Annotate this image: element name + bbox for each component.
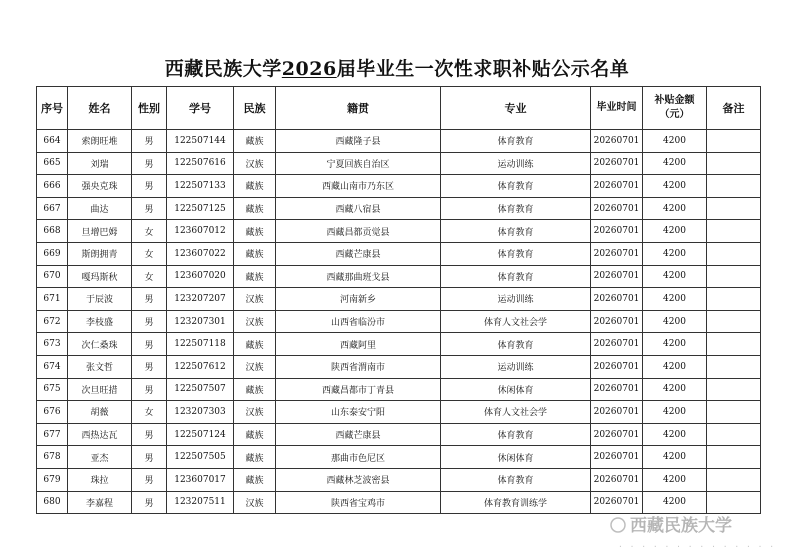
table-row [37, 468, 761, 491]
cell-student-id: 123207207 [167, 288, 234, 311]
cell-subsidy-amount: 4200 [643, 378, 707, 401]
cell-ethnicity: 藏族 [234, 130, 276, 153]
cell-remarks [707, 446, 761, 469]
cell-ethnicity: 藏族 [234, 423, 276, 446]
cell-native-place: 陕西省渭南市 [276, 355, 441, 378]
cell-native-place: 山西省临汾市 [276, 310, 441, 333]
cell-remarks [707, 288, 761, 311]
cell-remarks [707, 130, 761, 153]
cell-index: 679 [37, 468, 68, 491]
cell-index: 676 [37, 401, 68, 424]
cell-graduation-date: 20260701 [591, 401, 643, 424]
cell-major: 体育教育 [441, 242, 591, 265]
cell-remarks [707, 468, 761, 491]
subsidy-roster-table [36, 86, 761, 514]
cell-ethnicity: 藏族 [234, 242, 276, 265]
table-row [37, 378, 761, 401]
cell-subsidy-amount: 4200 [643, 333, 707, 356]
header-gender: 性别 [132, 87, 167, 130]
cell-native-place: 西藏芒康县 [276, 242, 441, 265]
cell-name: 珠拉 [68, 468, 132, 491]
cell-major: 体育教育 [441, 468, 591, 491]
cell-subsidy-amount: 4200 [643, 197, 707, 220]
cell-name: 李嘉程 [68, 491, 132, 514]
cell-ethnicity: 藏族 [234, 378, 276, 401]
cell-major: 体育人文社会学 [441, 310, 591, 333]
cell-graduation-date: 20260701 [591, 333, 643, 356]
cell-remarks [707, 310, 761, 333]
title-prefix: 西藏民族大学 [164, 58, 282, 80]
cell-name: 次旦旺措 [68, 378, 132, 401]
cell-gender: 男 [132, 152, 167, 175]
cell-gender: 男 [132, 130, 167, 153]
table-body [37, 130, 761, 514]
cell-native-place: 西藏隆子县 [276, 130, 441, 153]
cell-major: 运动训练 [441, 355, 591, 378]
cell-native-place: 西藏八宿县 [276, 197, 441, 220]
cell-native-place: 西藏昌都市丁青县 [276, 378, 441, 401]
cell-subsidy-amount: 4200 [643, 446, 707, 469]
cell-student-id: 122507505 [167, 446, 234, 469]
cell-native-place: 那曲市色尼区 [276, 446, 441, 469]
table-row [37, 446, 761, 469]
cell-graduation-date: 20260701 [591, 242, 643, 265]
cell-native-place: 宁夏回族自治区 [276, 152, 441, 175]
watermark-text: 西藏民族大学 [630, 516, 732, 536]
title-suffix: 届毕业生一次性求职补贴公示名单 [336, 58, 630, 80]
cell-subsidy-amount: 4200 [643, 288, 707, 311]
cell-major: 体育教育 [441, 333, 591, 356]
cell-index: 680 [37, 491, 68, 514]
header-subsidy-amount: 补贴金额 （元） [643, 87, 707, 130]
cell-ethnicity: 汉族 [234, 401, 276, 424]
cell-remarks [707, 355, 761, 378]
cell-ethnicity: 藏族 [234, 197, 276, 220]
cell-graduation-date: 20260701 [591, 175, 643, 198]
cell-subsidy-amount: 4200 [643, 468, 707, 491]
cell-gender: 男 [132, 355, 167, 378]
cell-ethnicity: 汉族 [234, 491, 276, 514]
svg-text:· · · · · · · · · · · · · ·: · · · · · · · · · · · · · · [618, 542, 776, 551]
cell-subsidy-amount: 4200 [643, 423, 707, 446]
cell-remarks [707, 401, 761, 424]
cell-subsidy-amount: 4200 [643, 401, 707, 424]
cell-native-place: 西藏山南市乃东区 [276, 175, 441, 198]
cell-student-id: 122507616 [167, 152, 234, 175]
header-graduation-date: 毕业时间 [591, 87, 643, 130]
header-student-id: 学号 [167, 87, 234, 130]
table-row [37, 333, 761, 356]
cell-ethnicity: 藏族 [234, 265, 276, 288]
cell-student-id: 123607022 [167, 242, 234, 265]
cell-graduation-date: 20260701 [591, 197, 643, 220]
table-row [37, 220, 761, 243]
cell-remarks [707, 220, 761, 243]
cell-graduation-date: 20260701 [591, 355, 643, 378]
cell-name: 李枝盛 [68, 310, 132, 333]
table-row [37, 310, 761, 333]
cell-gender: 男 [132, 333, 167, 356]
cell-index: 671 [37, 288, 68, 311]
cell-native-place: 西藏芒康县 [276, 423, 441, 446]
cell-index: 668 [37, 220, 68, 243]
cell-major: 运动训练 [441, 152, 591, 175]
cell-gender: 男 [132, 288, 167, 311]
cell-index: 673 [37, 333, 68, 356]
cell-gender: 男 [132, 446, 167, 469]
cell-major: 休闲体育 [441, 378, 591, 401]
cell-index: 677 [37, 423, 68, 446]
cell-remarks [707, 197, 761, 220]
table-row [37, 197, 761, 220]
cell-student-id: 123207303 [167, 401, 234, 424]
cell-remarks [707, 242, 761, 265]
cell-gender: 男 [132, 491, 167, 514]
cell-index: 674 [37, 355, 68, 378]
cell-ethnicity: 藏族 [234, 220, 276, 243]
cell-ethnicity: 汉族 [234, 152, 276, 175]
cell-subsidy-amount: 4200 [643, 310, 707, 333]
cell-major: 体育人文社会学 [441, 401, 591, 424]
cell-native-place: 西藏林芝波密县 [276, 468, 441, 491]
cell-native-place: 河南新乡 [276, 288, 441, 311]
cell-index: 672 [37, 310, 68, 333]
cell-name: 曲达 [68, 197, 132, 220]
table-row [37, 242, 761, 265]
cell-name: 斯朗拥青 [68, 242, 132, 265]
cell-graduation-date: 20260701 [591, 423, 643, 446]
cell-student-id: 123607012 [167, 220, 234, 243]
cell-name: 次仁桑珠 [68, 333, 132, 356]
cell-subsidy-amount: 4200 [643, 175, 707, 198]
cell-ethnicity: 藏族 [234, 175, 276, 198]
cell-name: 亚杰 [68, 446, 132, 469]
cell-student-id: 122507125 [167, 197, 234, 220]
cell-student-id: 122507118 [167, 333, 234, 356]
cell-ethnicity: 藏族 [234, 446, 276, 469]
cell-student-id: 122507124 [167, 423, 234, 446]
cell-ethnicity: 藏族 [234, 468, 276, 491]
cell-student-id: 123607017 [167, 468, 234, 491]
cell-student-id: 123607020 [167, 265, 234, 288]
cell-index: 664 [37, 130, 68, 153]
cell-major: 体育教育 [441, 130, 591, 153]
cell-gender: 男 [132, 197, 167, 220]
cell-graduation-date: 20260701 [591, 288, 643, 311]
table-row [37, 175, 761, 198]
cell-major: 体育教育 [441, 175, 591, 198]
cell-name: 强央克珠 [68, 175, 132, 198]
cell-native-place: 山东泰安宁阳 [276, 401, 441, 424]
cell-native-place: 陕西省宝鸡市 [276, 491, 441, 514]
cell-graduation-date: 20260701 [591, 152, 643, 175]
cell-remarks [707, 378, 761, 401]
cell-native-place: 西藏那曲班戈县 [276, 265, 441, 288]
cell-remarks [707, 265, 761, 288]
document-title [0, 54, 794, 81]
cell-name: 西热达瓦 [68, 423, 132, 446]
table-row [37, 355, 761, 378]
cell-subsidy-amount: 4200 [643, 130, 707, 153]
cell-subsidy-amount: 4200 [643, 265, 707, 288]
cell-major: 休闲体育 [441, 446, 591, 469]
cell-remarks [707, 333, 761, 356]
header-index: 序号 [37, 87, 68, 130]
cell-name: 嘎玛斯秋 [68, 265, 132, 288]
table-row [37, 423, 761, 446]
cell-student-id: 123207511 [167, 491, 234, 514]
cell-graduation-date: 20260701 [591, 491, 643, 514]
cell-gender: 男 [132, 310, 167, 333]
cell-gender: 男 [132, 175, 167, 198]
cell-subsidy-amount: 4200 [643, 152, 707, 175]
cell-index: 665 [37, 152, 68, 175]
cell-index: 666 [37, 175, 68, 198]
cell-index: 678 [37, 446, 68, 469]
university-watermark-logo [608, 511, 780, 555]
cell-ethnicity: 汉族 [234, 355, 276, 378]
cell-student-id: 122507612 [167, 355, 234, 378]
cell-graduation-date: 20260701 [591, 265, 643, 288]
table-row [37, 265, 761, 288]
table-row [37, 152, 761, 175]
table-header-row [37, 87, 761, 130]
cell-gender: 女 [132, 242, 167, 265]
cell-native-place: 西藏昌都贡觉县 [276, 220, 441, 243]
table-row [37, 130, 761, 153]
cell-name: 索朗旺堆 [68, 130, 132, 153]
cell-index: 675 [37, 378, 68, 401]
title-year: 2026 [281, 58, 337, 80]
cell-graduation-date: 20260701 [591, 220, 643, 243]
cell-remarks [707, 175, 761, 198]
cell-major: 体育教育 [441, 423, 591, 446]
cell-ethnicity: 藏族 [234, 333, 276, 356]
cell-gender: 男 [132, 423, 167, 446]
cell-index: 667 [37, 197, 68, 220]
cell-name: 刘瑞 [68, 152, 132, 175]
cell-graduation-date: 20260701 [591, 130, 643, 153]
cell-subsidy-amount: 4200 [643, 242, 707, 265]
cell-graduation-date: 20260701 [591, 310, 643, 333]
cell-major: 体育教育训练学 [441, 491, 591, 514]
cell-student-id: 122507507 [167, 378, 234, 401]
cell-graduation-date: 20260701 [591, 468, 643, 491]
cell-major: 运动训练 [441, 288, 591, 311]
header-major: 专业 [441, 87, 591, 130]
header-ethnicity: 民族 [234, 87, 276, 130]
cell-subsidy-amount: 4200 [643, 491, 707, 514]
header-native-place: 籍贯 [276, 87, 441, 130]
cell-name: 旦增巴姆 [68, 220, 132, 243]
cell-student-id: 122507133 [167, 175, 234, 198]
cell-graduation-date: 20260701 [591, 378, 643, 401]
table-row [37, 401, 761, 424]
cell-native-place: 西藏阿里 [276, 333, 441, 356]
cell-index: 669 [37, 242, 68, 265]
cell-remarks [707, 423, 761, 446]
cell-student-id: 123207301 [167, 310, 234, 333]
cell-name: 于辰波 [68, 288, 132, 311]
header-name: 姓名 [68, 87, 132, 130]
cell-name: 胡薇 [68, 401, 132, 424]
cell-index: 670 [37, 265, 68, 288]
cell-gender: 男 [132, 468, 167, 491]
cell-ethnicity: 汉族 [234, 310, 276, 333]
header-remarks: 备注 [707, 87, 761, 130]
cell-name: 张文哲 [68, 355, 132, 378]
cell-major: 体育教育 [441, 265, 591, 288]
cell-remarks [707, 152, 761, 175]
cell-gender: 女 [132, 265, 167, 288]
cell-subsidy-amount: 4200 [643, 355, 707, 378]
cell-ethnicity: 汉族 [234, 288, 276, 311]
cell-major: 体育教育 [441, 220, 591, 243]
cell-graduation-date: 20260701 [591, 446, 643, 469]
cell-subsidy-amount: 4200 [643, 220, 707, 243]
cell-gender: 女 [132, 220, 167, 243]
cell-student-id: 122507144 [167, 130, 234, 153]
cell-major: 体育教育 [441, 197, 591, 220]
cell-gender: 女 [132, 401, 167, 424]
cell-gender: 男 [132, 378, 167, 401]
table-row [37, 288, 761, 311]
